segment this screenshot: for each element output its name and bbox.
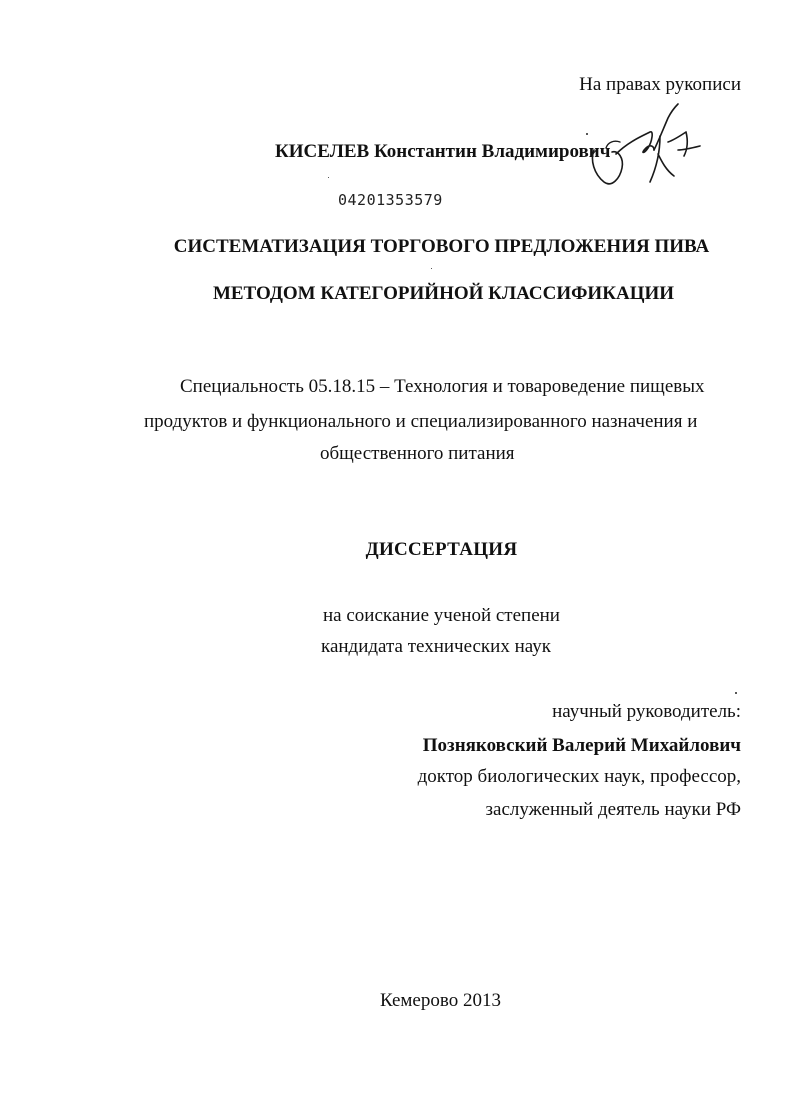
scan-speck — [328, 177, 329, 178]
document-code: 04201353579 — [338, 191, 443, 209]
scan-speck — [586, 133, 588, 135]
author-name: КИСЕЛЕВ Константин Владимирович — [275, 141, 611, 162]
title-line-1: СИСТЕМАТИЗАЦИЯ ТОРГОВОГО ПРЕДЛОЖЕНИЯ ПИВА — [173, 236, 710, 257]
supervisor-name: Позняковский Валерий Михайлович — [422, 735, 741, 756]
supervisor-rank: доктор биологических наук, профессор, — [417, 766, 741, 787]
copyright-note: На правах рукописи — [579, 74, 741, 95]
scan-speck — [735, 692, 737, 694]
specialty-line-1: Специальность 05.18.15 – Технология и товароведение пищевых — [180, 376, 705, 397]
specialty-line-3: общественного питания — [320, 443, 515, 464]
title-line-2: МЕТОДОМ КАТЕГОРИЙНОЙ КЛАССИФИКАЦИИ — [212, 283, 675, 304]
supervisor-title: заслуженный деятель науки РФ — [485, 799, 741, 820]
document-type: ДИССЕРТАЦИЯ — [365, 539, 518, 560]
degree-line-2: кандидата технических наук — [321, 636, 551, 657]
degree-line-1: на соискание ученой степени — [323, 605, 560, 626]
city-year: Кемерово 2013 — [380, 990, 501, 1011]
supervisor-label: научный руководитель: — [552, 701, 741, 722]
signature-image — [588, 102, 708, 192]
specialty-line-2: продуктов и функционального и специализированного назначения и — [144, 411, 698, 432]
scan-speck — [431, 268, 432, 269]
